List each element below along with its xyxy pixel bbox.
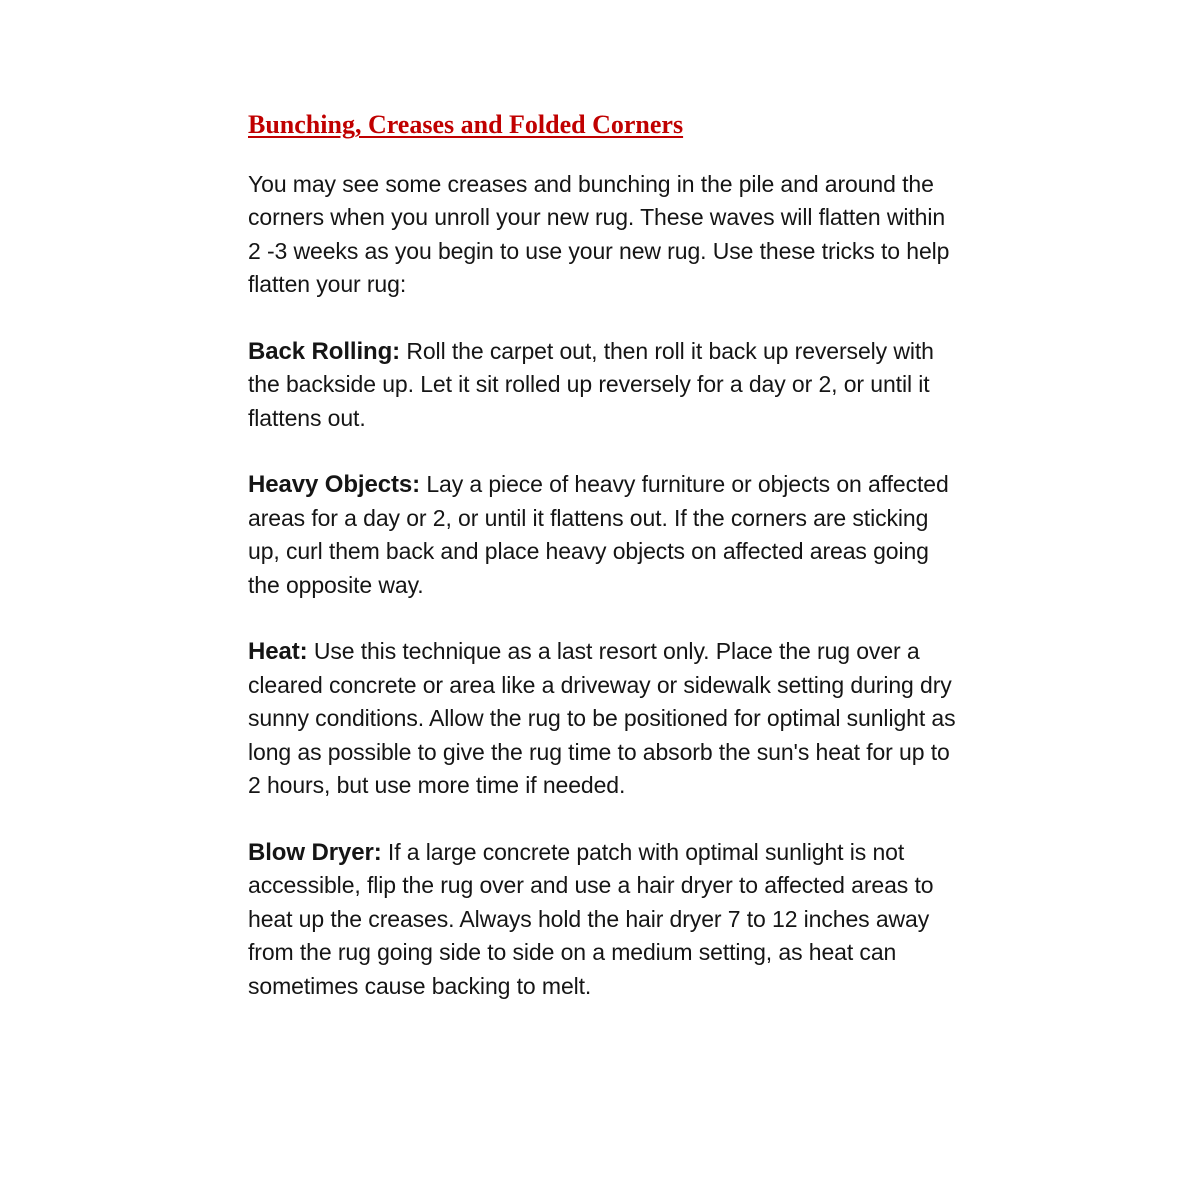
tip-label-back-rolling: Back Rolling: (248, 337, 401, 365)
tip-label-blow-dryer: Blow Dryer: (248, 838, 382, 866)
intro-paragraph: You may see some creases and bunching in the pile and around the corners when you unroll your new rug. These waves will flatten within 2 -3 weeks as you begin to use your new rug. Use these tricks to help flatten your rug: (248, 170, 950, 298)
tip-text-blow-dryer: If a large concrete patch with optimal sunlight is not accessible, flip the rug over and use a hair dryer to affected areas to heat up the creases. Always hold the hair dryer 7 to 12 inches away from the rug going side to side on a medium setting, as heat can sometimes cause backing to melt. (248, 838, 934, 999)
document-title: Bunching, Creases and Folded Corners (248, 110, 684, 139)
tip-text-heavy-objects: Lay a piece of heavy furniture or objects on affected areas for a day or 2, or until it flattens out. If the corners are sticking up, curl them back and place heavy objects on affected areas going the opposite way. (248, 471, 949, 598)
tip-paragraph-back-rolling (248, 335, 964, 436)
tip-text-back-rolling: Roll the carpet out, then roll it back up reversely with the backside up. Let it sit rolled up reversely for a day or 2, or until it flattens out. (248, 337, 934, 431)
document-body (248, 110, 964, 1036)
tip-label-heavy-objects: Heavy Objects: (248, 471, 421, 499)
tip-label-heat: Heat: (248, 638, 308, 666)
tip-paragraph-blow-dryer (248, 836, 964, 1004)
tip-text-heat: Use this technique as a last resort only. Place the rug over a cleared concrete or area like a driveway or sidewalk setting during dry sunny conditions. Allow the rug to be positioned for optimal sunlight as long as possible to give the rug time to absorb the sun's heat for up to 2 hours, but use more time if needed. (248, 638, 956, 799)
tip-paragraph-heat (248, 635, 964, 803)
tip-paragraph-heavy-objects (248, 468, 964, 602)
